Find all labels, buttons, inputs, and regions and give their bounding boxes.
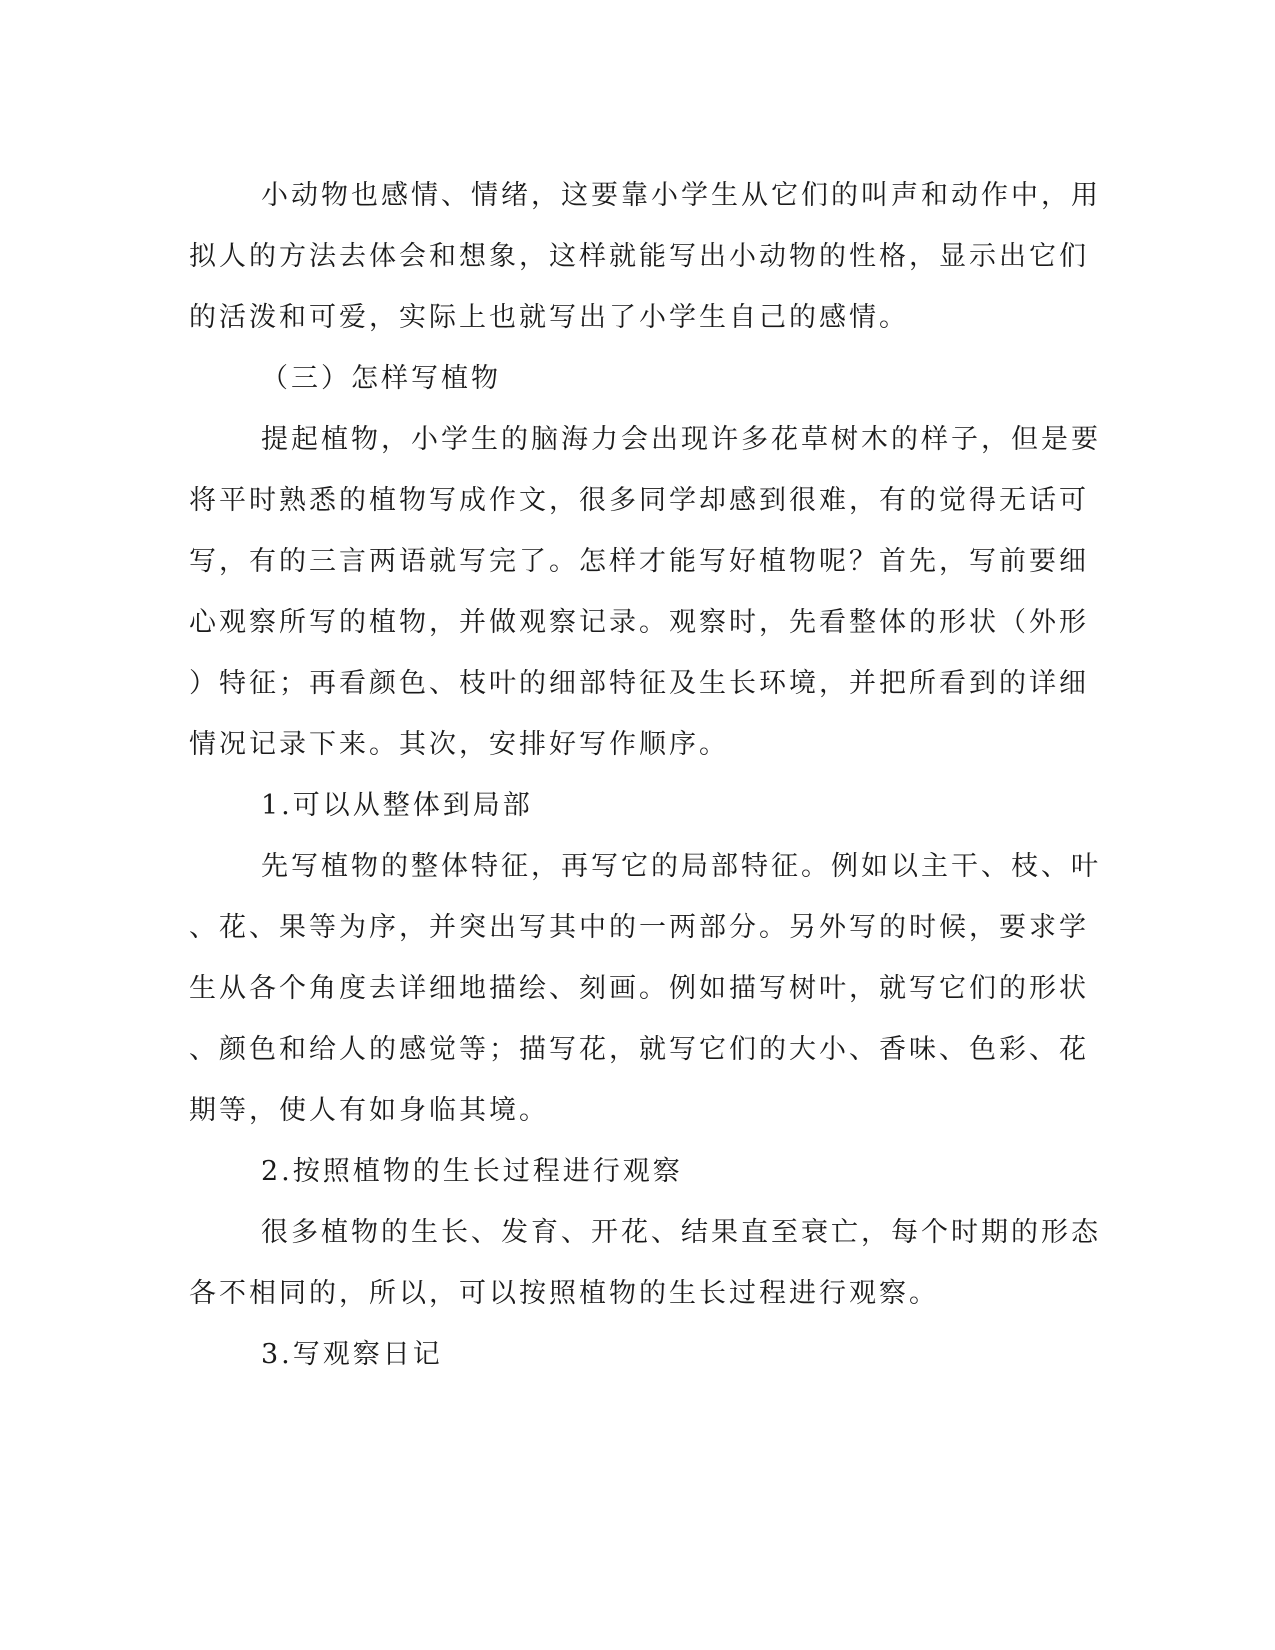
heading-text: 3.写观察日记 — [261, 1339, 443, 1370]
paragraph — [189, 836, 1101, 1141]
text-line: 、颜色和给人的感觉等；描写花，就写它们的大小、香味、色彩、花 — [189, 1034, 1089, 1065]
subsection-heading — [189, 775, 1079, 836]
text-line: 各不相同的，所以，可以按照植物的生长过程进行观察。 — [189, 1278, 939, 1309]
text-line: 写，有的三言两语就写完了。怎样才能写好植物呢？首先，写前要细 — [189, 546, 1089, 577]
subsection-heading — [189, 1141, 1079, 1202]
document-body — [189, 165, 1101, 1385]
text-line: 先写植物的整体特征，再写它的局部特征。例如以主干、枝、叶 — [261, 851, 1101, 882]
text-line: 生从各个角度去详细地描绘、刻画。例如描写树叶，就写它们的形状 — [189, 973, 1089, 1004]
heading-text: 1.可以从整体到局部 — [261, 790, 533, 821]
heading-text: 2.按照植物的生长过程进行观察 — [261, 1156, 683, 1187]
text-line: 、花、果等为序，并突出写其中的一两部分。另外写的时候，要求学 — [189, 912, 1089, 943]
heading-text: （三）怎样写植物 — [261, 363, 501, 394]
text-line: 拟人的方法去体会和想象，这样就能写出小动物的性格，显示出它们 — [189, 241, 1089, 272]
text-line: 很多植物的生长、发育、开花、结果直至衰亡，每个时期的形态 — [261, 1217, 1101, 1248]
text-line: 情况记录下来。其次，安排好写作顺序。 — [189, 729, 729, 760]
paragraph — [189, 165, 1101, 348]
text-line: 将平时熟悉的植物写成作文，很多同学却感到很难，有的觉得无话可 — [189, 485, 1089, 516]
text-line: 心观察所写的植物，并做观察记录。观察时，先看整体的形状（外形 — [189, 607, 1089, 638]
paragraph — [189, 1202, 1101, 1324]
text-line: 提起植物，小学生的脑海力会出现许多花草树木的样子，但是要 — [261, 424, 1101, 455]
text-line: 的活泼和可爱，实际上也就写出了小学生自己的感情。 — [189, 302, 909, 333]
section-heading — [189, 348, 1079, 409]
text-line: 期等，使人有如身临其境。 — [189, 1095, 549, 1126]
subsection-heading — [189, 1324, 1079, 1385]
paragraph — [189, 409, 1101, 775]
text-line: 小动物也感情、情绪，这要靠小学生从它们的叫声和动作中，用 — [261, 180, 1101, 211]
text-line: ）特征；再看颜色、枝叶的细部特征及生长环境，并把所看到的详细 — [189, 668, 1089, 699]
